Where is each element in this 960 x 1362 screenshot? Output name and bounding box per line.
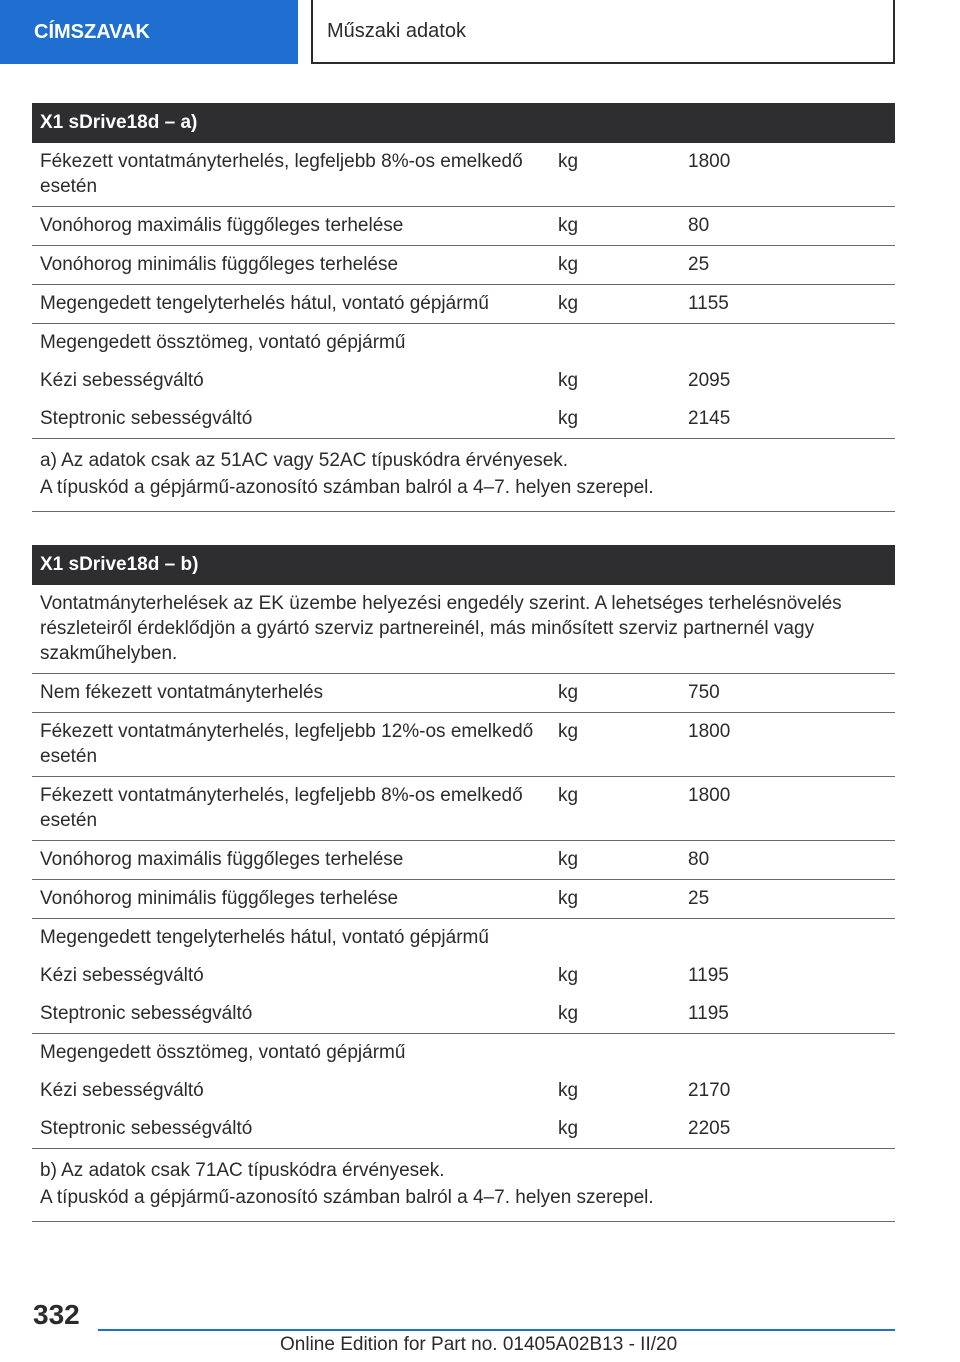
footnote-cell: [32, 1149, 895, 1222]
row-unit: kg: [558, 965, 579, 986]
row-unit: kg: [550, 841, 680, 880]
row-value: 2095: [688, 370, 731, 391]
row-unit: kg: [550, 143, 680, 207]
footnote-line: b) Az adatok csak 71AC típuskódra érvényesek.: [40, 1160, 445, 1181]
row-value: 80: [680, 207, 895, 246]
row-label: Megengedett tengelyterhelés hátul, vontató gépjármű: [32, 285, 550, 324]
table-title: X1 sDrive18d – b): [32, 545, 895, 585]
row-unit: kg: [550, 713, 680, 777]
row-value: 80: [680, 841, 895, 880]
table-row: [32, 246, 895, 285]
row-label: Kézi sebességváltó: [40, 370, 204, 391]
spec-table-b: [32, 545, 895, 1222]
row-value: 1800: [680, 143, 895, 207]
table-intro: Vontatmányterhelések az EK üzembe helyezési engedély szerint. A lehetséges terhelésnövelés részleteiről érdeklődjön a gyártó szerviz partnereinél, más minősített szerviz partnernél vagy szakműhelyben.: [32, 585, 895, 674]
section-title: Műszaki adatok: [311, 0, 895, 64]
table-row: [32, 1110, 895, 1149]
row-unit: kg: [550, 674, 680, 713]
row-unit: kg: [558, 370, 579, 391]
row-label: Fékezett vontatmányterhelés, legfeljebb 12%-os emelkedő esetén: [32, 713, 550, 777]
row-value: 1800: [680, 777, 895, 841]
row-label: Steptronic sebességváltó: [32, 400, 550, 439]
row-label: Megengedett tengelyterhelés hátul, vontató gépjármű: [40, 927, 489, 948]
row-label: Megengedett össztömeg, vontató gépjármű: [40, 332, 406, 353]
row-value: 25: [680, 246, 895, 285]
table-row: [32, 400, 895, 439]
row-label: Vonóhorog maximális függőleges terhelése: [32, 207, 550, 246]
row-value: 2170: [688, 1080, 731, 1101]
row-label: Steptronic sebességváltó: [32, 995, 550, 1034]
row-value: 2145: [680, 400, 895, 439]
row-value: 25: [680, 880, 895, 919]
page-number: 332: [33, 1299, 80, 1330]
row-label: Fékezett vontatmányterhelés, legfeljebb 8%-os emelkedő esetén: [32, 777, 550, 841]
row-label: Fékezett vontatmányterhelés, legfeljebb 8%-os emelkedő esetén: [32, 143, 550, 207]
table-footnote: [32, 439, 895, 512]
table-row: [32, 995, 895, 1034]
row-unit: kg: [550, 1110, 680, 1149]
table-row: [32, 143, 895, 207]
row-label: Megengedett össztömeg, vontató gépjármű: [40, 1042, 406, 1063]
table-title: X1 sDrive18d – a): [32, 103, 895, 143]
row-value: 2205: [680, 1110, 895, 1149]
table-row: [32, 362, 895, 400]
footer-divider: [98, 1329, 895, 1331]
spec-table-a: [32, 103, 895, 512]
row-value: 1195: [680, 995, 895, 1034]
row-label: Vonóhorog minimális függőleges terhelése: [32, 880, 550, 919]
row-unit: kg: [550, 995, 680, 1034]
footer-edition-text: Online Edition for Part no. 01405A02B13 - II/20: [280, 1334, 678, 1355]
header-tab-keywords[interactable]: CÍMSZAVAK: [0, 0, 298, 64]
row-label: Nem fékezett vontatmányterhelés: [32, 674, 550, 713]
row-label: Vonóhorog minimális függőleges terhelése: [32, 246, 550, 285]
row-unit: kg: [550, 777, 680, 841]
row-value: [680, 1034, 895, 1073]
footnote-line: A típuskód a gépjármű-azonosító számban balról a 4–7. helyen szerepel.: [40, 477, 654, 498]
row-unit: kg: [550, 207, 680, 246]
row-unit: kg: [550, 246, 680, 285]
row-unit: kg: [558, 1080, 579, 1101]
table-row: [32, 207, 895, 246]
table-row: [32, 1034, 895, 1073]
row-label: Kézi sebességváltó: [40, 965, 204, 986]
row-label: Vonóhorog maximális függőleges terhelése: [32, 841, 550, 880]
row-unit: [550, 1034, 680, 1073]
table-footnote: [32, 1149, 895, 1222]
table-row: [32, 957, 895, 995]
row-value: 1195: [688, 965, 729, 986]
table-row: [32, 285, 895, 324]
row-unit: kg: [550, 400, 680, 439]
row-value: [680, 919, 895, 958]
footnote-line: a) Az adatok csak az 51AC vagy 52AC típuskódra érvényesek.: [40, 450, 569, 471]
row-label: Steptronic sebességváltó: [32, 1110, 550, 1149]
row-unit: [550, 324, 680, 363]
table-row: [32, 713, 895, 777]
row-value: 750: [680, 674, 895, 713]
footnote-cell: [32, 439, 895, 512]
row-value: [680, 324, 895, 363]
table-row: [32, 841, 895, 880]
table-row: [32, 1072, 895, 1110]
row-unit: [550, 919, 680, 958]
table-row: [32, 777, 895, 841]
row-unit: kg: [550, 285, 680, 324]
row-value: 1800: [680, 713, 895, 777]
table-row: [32, 880, 895, 919]
row-value: 1155: [680, 285, 895, 324]
table-row: [32, 919, 895, 958]
row-unit: kg: [550, 880, 680, 919]
table-intro-row: [32, 585, 895, 674]
footnote-line: A típuskód a gépjármű-azonosító számban balról a 4–7. helyen szerepel.: [40, 1187, 654, 1208]
table-row: [32, 324, 895, 363]
table-row: [32, 674, 895, 713]
row-label: Kézi sebességváltó: [40, 1080, 204, 1101]
